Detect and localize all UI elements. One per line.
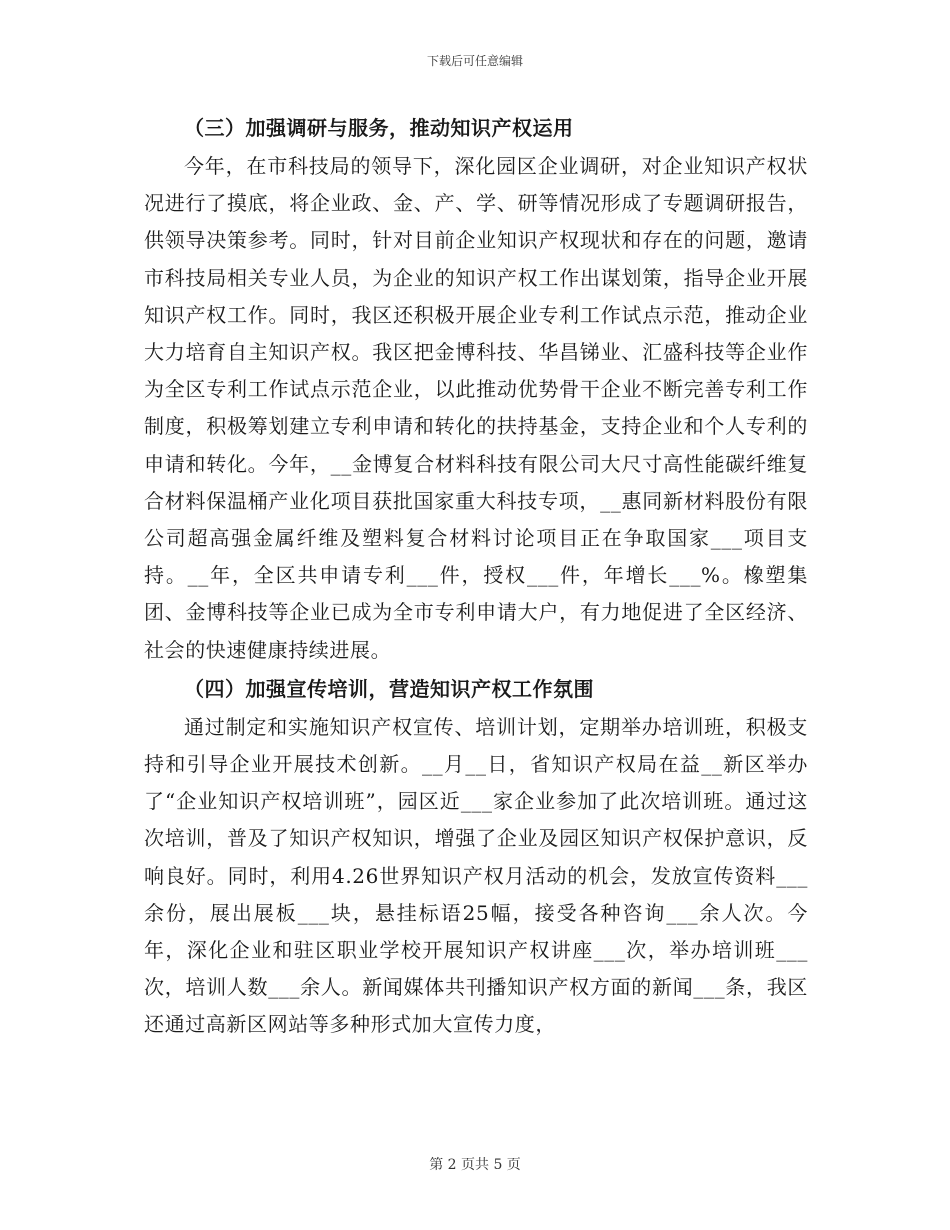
section-paragraph-3: 今年，在市科技局的领导下，深化园区企业调研，对企业知识产权状况进行了摸底，将企业政、金、产、学、研等情况形成了专题调研报告，供领导决策参考。同时，针对目前企业知识产权现状和存在的问题，邀请市科技局相关专业人员，为企业的知识产权工作出谋划策，指导企业开展知识产权工作。同时，我区还积极开展企业专利工作试点示范，推动企业大力培育自主知识产权。我区把金博科技、华昌锑业、汇盛科技等企业作为全区专利工作试点示范企业，以此推动优势骨干企业不断完善专利工作制度，积极筹划建立专利申请和转化的扶持基金，支持企业和个人专利的申请和转化。今年，__金博复合材料科技有限公司大尺寸高性能碳纤维复合材料保温桶产业化项目获批国家重大科技专项，__惠同新材料股份有限公司超高强金属纤维及塑料复合材料讨论项目正在争取国家___项目支持。__年，全区共申请专利___件，授权___件，年增长___%。橡塑集团、金博科技等企业已成为全市专利申请大户，有力地促进了全区经济、社会的快速健康持续进展。 xyxy=(144,154,808,662)
page-header: 下载后可任意编辑 xyxy=(426,54,523,68)
page-footer: 第 2 页共 5 页 xyxy=(429,1157,521,1173)
section-heading-3: （三）加强调研与服务，推动知识产权运用 xyxy=(184,116,574,140)
section-heading-4: （四）加强宣传培训，营造知识产权工作氛围 xyxy=(184,676,594,701)
document-body xyxy=(144,108,808,1044)
section-paragraph-4: 通过制定和实施知识产权宣传、培训计划，定期举办培训班，积极支持和引导企业开展技术创新。__月__日，省知识产权局在益__新区举办了“企业知识产权培训班”，园区近___家企业参加了此次培训班。通过这次培训，普及了知识产权知识，增强了企业及园区知识产权保护意识，反响良好。同时，利用4.26世界知识产权月活动的机会，发放宣传资料___余份，展出展板___块，悬挂标语25幅，接受各种咨询___余人次。今年，深化企业和驻区职业学校开展知识产权讲座___次，举办培训班___次，培训人数___余人。新闻媒体共刊播知识产权方面的新闻___条，我区还通过高新区网站等多种形式加大宣传力度， xyxy=(144,714,808,1037)
